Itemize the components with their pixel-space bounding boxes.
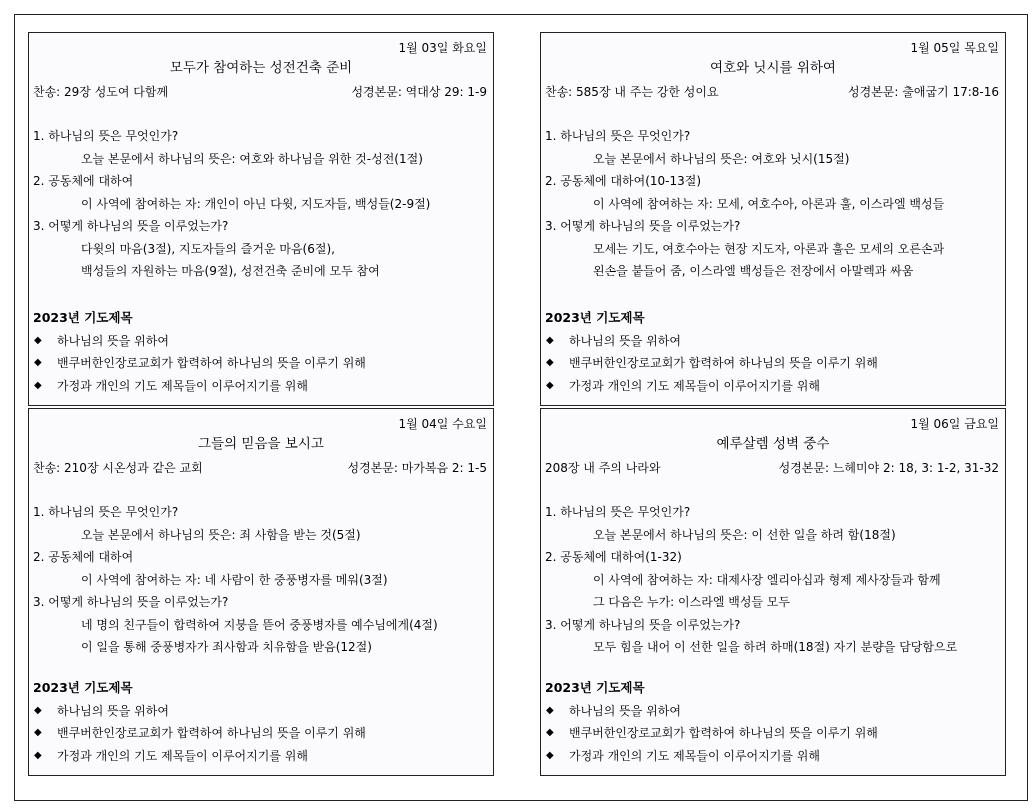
answer-3-line: 모세는 기도, 여호수아는 현장 지도자, 아론과 훌은 모세의 오른손과	[593, 241, 945, 256]
scripture-reference: 성경본문: 느헤미야 2: 18, 3: 1-2, 31-32	[778, 461, 999, 475]
question-3: 3. 어떻게 하나님의 뜻을 이루었는가?	[33, 219, 229, 233]
scripture-reference: 성경본문: 역대상 29: 1-9	[351, 85, 487, 99]
diamond-bullet-icon: ◆	[546, 334, 554, 346]
answer-1-line: 오늘 본문에서 하나님의 뜻은: 죄 사함을 받는 것(5절)	[81, 527, 361, 542]
answer-2-line: 이 사역에 참여하는 자: 대제사장 엘리아십과 형제 제사장들과 함께	[593, 572, 941, 587]
scripture-reference: 성경본문: 출애굽기 17:8-16	[848, 85, 999, 99]
prayer-item: 가정과 개인의 기도 제목들이 이루어지기를 위해	[57, 748, 308, 763]
question-2: 2. 공동체에 대하여(1-32)	[545, 550, 682, 564]
question-2: 2. 공동체에 대하여	[33, 174, 134, 188]
question-1: 1. 하나님의 뜻은 무엇인가?	[545, 129, 691, 143]
answer-3-line: 왼손을 붙들어 줌, 이스라엘 백성들은 전장에서 아말렉과 싸움	[593, 264, 914, 278]
prayer-heading: 2023년 기도제목	[33, 680, 133, 695]
hymn-reference: 찬송: 585장 내 주는 강한 성이요	[545, 85, 719, 99]
question-3: 3. 어떻게 하나님의 뜻을 이루었는가?	[33, 595, 229, 609]
answer-2-line: 이 사역에 참여하는 자: 개인이 아닌 다윗, 지도자들, 백성들(2-9절)	[81, 196, 431, 211]
devotion-panel-jan-03	[28, 32, 494, 406]
prayer-item: 하나님의 뜻을 위하여	[569, 333, 681, 348]
question-3: 3. 어떻게 하나님의 뜻을 이루었는가?	[545, 617, 741, 632]
hymn-reference: 찬송: 29장 성도여 다함께	[33, 85, 169, 99]
diamond-bullet-icon: ◆	[546, 727, 554, 738]
panel-date: 1월 04일 수요일	[398, 417, 487, 431]
hymn-reference: 찬송: 210장 시온성과 같은 교회	[33, 461, 203, 475]
devotion-panel-jan-04	[28, 408, 494, 776]
panel-title: 그들의 믿음을 보시고	[198, 436, 324, 452]
answer-3-line: 백성들의 자원하는 마음(9절), 성전건축 준비에 모두 참여	[81, 264, 380, 278]
question-3: 3. 어떻게 하나님의 뜻을 이루었는가?	[545, 219, 741, 233]
prayer-item: 밴쿠버한인장로교회가 합력하여 하나님의 뜻을 이루기 위해	[57, 726, 366, 740]
answer-2-line: 이 사역에 참여하는 자: 네 사람이 한 중풍병자를 메워(3절)	[81, 572, 388, 587]
answer-1-line: 오늘 본문에서 하나님의 뜻은: 이 선한 일을 하려 함(18절)	[593, 527, 896, 542]
prayer-item: 가정과 개인의 기도 제목들이 이루어지기를 위해	[569, 748, 820, 763]
prayer-heading: 2023년 기도제목	[545, 680, 645, 695]
diamond-bullet-icon: ◆	[546, 749, 554, 761]
diamond-bullet-icon: ◆	[34, 357, 42, 368]
diamond-bullet-icon: ◆	[34, 749, 42, 761]
answer-2-line: 이 사역에 참여하는 자: 모세, 여호수아, 아론과 훌, 이스라엘 백성들	[593, 196, 945, 211]
question-2: 2. 공동체에 대하여	[33, 550, 134, 564]
answer-3-line: 모두 힘을 내어 이 선한 일을 하려 하매(18절) 자기 분량을 담당함으로	[593, 640, 958, 654]
prayer-item: 하나님의 뜻을 위하여	[57, 703, 169, 718]
answer-2-line: 그 다음은 누가: 이스라엘 백성들 모두	[593, 595, 790, 609]
prayer-heading: 2023년 기도제목	[545, 310, 645, 325]
prayer-item: 하나님의 뜻을 위하여	[57, 333, 169, 348]
diamond-bullet-icon: ◆	[34, 334, 42, 346]
prayer-item: 가정과 개인의 기도 제목들이 이루어지기를 위해	[569, 378, 820, 393]
answer-3-line: 다윗의 마음(3절), 지도자들의 즐거운 마음(6절),	[81, 241, 335, 256]
prayer-item: 밴쿠버한인장로교회가 합력하여 하나님의 뜻을 이루기 위해	[57, 356, 366, 370]
diamond-bullet-icon: ◆	[546, 704, 554, 716]
hymn-reference: 208장 내 주의 나라와	[545, 461, 661, 475]
question-1: 1. 하나님의 뜻은 무엇인가?	[33, 505, 179, 519]
prayer-item: 가정과 개인의 기도 제목들이 이루어지기를 위해	[57, 378, 308, 393]
answer-1-line: 오늘 본문에서 하나님의 뜻은: 여호와 하나님을 위한 것-성전(1절)	[81, 151, 423, 166]
panel-title: 예루살렘 성벽 중수	[716, 436, 830, 452]
panel-date: 1월 03일 화요일	[398, 41, 487, 55]
panel-date: 1월 06일 금요일	[910, 417, 999, 431]
prayer-item: 밴쿠버한인장로교회가 합력하여 하나님의 뜻을 이루기 위해	[569, 726, 878, 740]
devotion-panel-jan-05	[540, 32, 1006, 406]
answer-3-line: 네 명의 친구들이 합력하여 지붕을 뜯어 중풍병자를 예수님에게(4절)	[81, 617, 438, 632]
diamond-bullet-icon: ◆	[546, 379, 554, 391]
diamond-bullet-icon: ◆	[34, 704, 42, 716]
scripture-reference: 성경본문: 마가복음 2: 1-5	[347, 461, 487, 475]
answer-3-line: 이 일을 통해 중풍병자가 죄사함과 치유함을 받음(12절)	[81, 640, 372, 654]
question-1: 1. 하나님의 뜻은 무엇인가?	[33, 129, 179, 143]
question-1: 1. 하나님의 뜻은 무엇인가?	[545, 505, 691, 519]
panel-date: 1월 05일 목요일	[910, 41, 999, 55]
panel-title: 모두가 참여하는 성전건축 준비	[169, 60, 353, 76]
devotion-panel-jan-06	[540, 408, 1006, 776]
prayer-item: 밴쿠버한인장로교회가 합력하여 하나님의 뜻을 이루기 위해	[569, 356, 878, 370]
diamond-bullet-icon: ◆	[546, 357, 554, 368]
panel-title: 여호와 닛시를 위하여	[710, 60, 836, 76]
answer-1-line: 오늘 본문에서 하나님의 뜻은: 여호와 닛시(15절)	[593, 151, 850, 166]
prayer-item: 하나님의 뜻을 위하여	[569, 703, 681, 718]
diamond-bullet-icon: ◆	[34, 727, 42, 738]
diamond-bullet-icon: ◆	[34, 379, 42, 391]
question-2: 2. 공동체에 대하여(10-13절)	[545, 174, 702, 188]
prayer-heading: 2023년 기도제목	[33, 310, 133, 325]
